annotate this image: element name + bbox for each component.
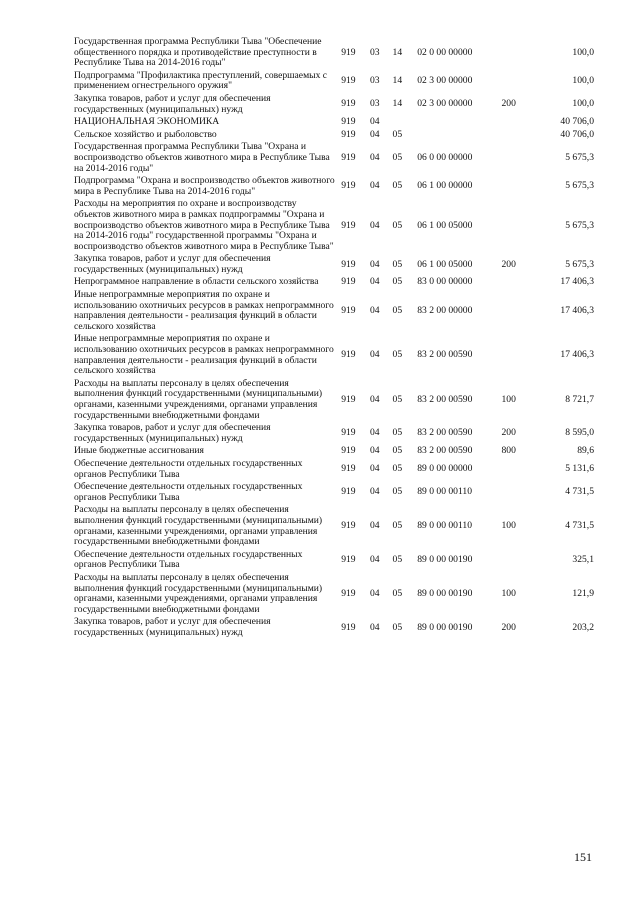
row-subsection: 05 (392, 151, 403, 163)
row-grbs: 919 (341, 276, 356, 288)
row-section: 04 (369, 304, 380, 316)
row-section: 04 (369, 587, 380, 599)
row-expense-type (501, 175, 536, 198)
row-name: Иные непрограммные мероприятия по охране и использованию охотничьих ресурсов в рамках непрограммного направления деятельности - реализация функций в области сельского хозяйства (74, 333, 334, 377)
row-name: Государственная программа Республики Тыва "Обеспечение общественного порядка и противодействие преступности в Республике Тыва на 2014-2016 годы" (74, 36, 322, 69)
row-name: Непрограммное направление в области сельского хозяйства (74, 276, 319, 288)
row-subsection: 14 (392, 75, 403, 87)
row-target-article: 89 0 00 00110 (417, 520, 473, 532)
row-grbs: 919 (341, 304, 356, 316)
row-subsection: 05 (392, 180, 403, 192)
row-expense-type (501, 141, 536, 175)
row-amount: 40 706,0 (560, 116, 594, 128)
row-amount: 100,0 (572, 98, 594, 110)
row-section: 03 (369, 46, 380, 58)
row-amount: 17 406,3 (560, 349, 594, 361)
row-name: Сельское хозяйство и рыболовство (74, 128, 217, 140)
row-target-article: 89 0 00 00190 (417, 587, 473, 599)
table-row (74, 458, 594, 481)
row-expense-type (501, 458, 536, 481)
row-subsection: 05 (392, 621, 403, 633)
budget-table-body (74, 36, 594, 639)
row-subsection: 05 (392, 445, 403, 457)
row-target-article: 06 0 00 00000 (417, 151, 473, 163)
table-row (74, 504, 594, 548)
row-target-article (417, 116, 501, 129)
row-amount: 203,2 (572, 621, 594, 633)
row-amount: 5 675,3 (565, 219, 594, 231)
row-amount: 4 731,5 (565, 520, 594, 532)
row-target-article (417, 129, 501, 142)
row-grbs: 919 (341, 180, 356, 192)
row-expense-type (501, 198, 536, 253)
row-target-article: 89 0 00 00110 (417, 486, 473, 498)
row-grbs: 919 (341, 587, 356, 599)
table-row (74, 572, 594, 616)
row-expense-type: 800 (501, 445, 516, 457)
row-grbs: 919 (341, 219, 356, 231)
row-amount: 4 731,5 (565, 486, 594, 498)
table-row (74, 116, 594, 129)
row-name: Закупка товаров, работ и услуг для обеспечения государственных (муниципальных) нужд (74, 92, 271, 115)
row-grbs: 919 (341, 621, 356, 633)
row-grbs: 919 (341, 258, 356, 270)
row-section: 04 (369, 621, 380, 633)
row-target-article: 02 3 00 00000 (417, 98, 473, 110)
row-subsection: 05 (392, 258, 403, 270)
row-target-article: 89 0 00 00190 (417, 554, 473, 566)
page-number: 151 (574, 850, 592, 864)
row-target-article: 83 0 00 00000 (417, 276, 473, 288)
row-section: 04 (369, 486, 380, 498)
row-target-article: 02 3 00 00000 (417, 75, 473, 87)
row-grbs: 919 (341, 520, 356, 532)
row-expense-type: 200 (501, 258, 516, 270)
row-grbs: 919 (341, 116, 356, 128)
row-grbs: 919 (341, 75, 356, 87)
row-name: Закупка товаров, работ и услуг для обеспечения государственных (муниципальных) нужд (74, 253, 271, 275)
row-target-article: 06 1 00 00000 (417, 180, 473, 192)
row-section: 04 (369, 554, 380, 566)
row-amount: 325,1 (572, 554, 594, 566)
row-expense-type: 100 (501, 393, 516, 405)
table-row (74, 333, 594, 377)
row-name: Расходы на выплаты персоналу в целях обеспечения выполнения функций государственными (муниципальными) органами, казенными учреждениями, органами управления государственными внебюджетными фондами (74, 571, 323, 615)
row-grbs: 919 (341, 128, 356, 140)
row-expense-type (501, 70, 536, 93)
row-subsection: 14 (392, 46, 403, 58)
row-name: Государственная программа Республики Тыва "Охрана и воспроизводство объектов животного мира в Республике Тыва на 2014-2016 годы" (74, 141, 330, 174)
row-expense-type (501, 36, 536, 70)
row-section: 04 (369, 427, 380, 439)
row-amount: 8 595,0 (565, 427, 594, 439)
table-row (74, 445, 594, 458)
row-name: Обеспечение деятельности отдельных государственных органов Республики Тыва (74, 481, 303, 503)
table-row (74, 141, 594, 175)
row-grbs: 919 (341, 46, 356, 58)
row-grbs: 919 (341, 486, 356, 498)
row-subsection: 05 (392, 554, 403, 566)
row-grbs: 919 (341, 349, 356, 361)
row-amount: 40 706,0 (560, 128, 594, 140)
table-row (74, 422, 594, 445)
row-expense-type: 100 (501, 520, 516, 532)
budget-table (74, 36, 594, 639)
row-grbs: 919 (341, 445, 356, 457)
row-amount: 17 406,3 (560, 304, 594, 316)
row-grbs: 919 (341, 427, 356, 439)
table-row (74, 36, 594, 70)
row-name: Расходы на мероприятия по охране и воспроизводству объектов животного мира в рамках подпрограммы "Охрана и воспроизводство объектов животного мира в Республике Тыва на 2014-2016 годы" государственной программы "Охрана и воспроизводство объектов животного мира в Республике Тыва" (74, 198, 334, 252)
row-amount: 100,0 (572, 75, 594, 87)
row-name: Расходы на выплаты персоналу в целях обеспечения выполнения функций государственными (муниципальными) органами, казенными учреждениями, органами управления государственными внебюджетными фондами (74, 377, 323, 421)
row-target-article: 83 2 00 00590 (417, 445, 473, 457)
row-target-article: 83 2 00 00590 (417, 393, 473, 405)
row-subsection (393, 116, 418, 129)
row-target-article: 89 0 00 00190 (417, 621, 473, 633)
budget-page (74, 36, 614, 639)
row-subsection: 05 (392, 463, 403, 475)
row-section: 04 (369, 445, 380, 457)
table-row (74, 289, 594, 333)
row-name: Закупка товаров, работ и услуг для обеспечения государственных (муниципальных) нужд (74, 616, 271, 638)
row-amount: 89,6 (577, 445, 594, 457)
table-row (74, 481, 594, 504)
row-subsection: 05 (392, 520, 403, 532)
row-expense-type (501, 116, 536, 129)
row-name: Обеспечение деятельности отдельных государственных органов Республики Тыва (74, 548, 303, 571)
row-amount: 8 721,7 (565, 393, 594, 405)
row-expense-type (501, 481, 536, 504)
row-target-article: 02 0 00 00000 (417, 46, 473, 58)
row-amount: 121,9 (572, 587, 594, 599)
row-grbs: 919 (341, 98, 356, 110)
row-grbs: 919 (341, 393, 356, 405)
row-name: Иные бюджетные ассигнования (74, 445, 204, 457)
row-target-article: 06 1 00 05000 (417, 258, 473, 270)
row-section: 03 (369, 98, 380, 110)
row-subsection: 05 (392, 219, 403, 231)
row-target-article: 89 0 00 00000 (417, 463, 473, 475)
table-row (74, 549, 594, 572)
row-name: Подпрограмма "Охрана и воспроизводство объектов животного мира в Республике Тыва на 2014-2016 годы" (74, 175, 335, 197)
row-section: 04 (369, 393, 380, 405)
row-section: 04 (369, 128, 380, 140)
row-section: 04 (369, 180, 380, 192)
row-target-article: 83 2 00 00000 (417, 304, 473, 316)
row-amount: 5 675,3 (565, 151, 594, 163)
row-amount: 5 675,3 (565, 258, 594, 270)
row-section: 04 (369, 151, 380, 163)
row-section: 04 (369, 276, 380, 288)
table-row (74, 253, 594, 276)
table-row (74, 93, 594, 116)
row-target-article: 83 2 00 00590 (417, 427, 473, 439)
row-section: 04 (369, 520, 380, 532)
row-section: 04 (369, 258, 380, 270)
row-name: Закупка товаров, работ и услуг для обеспечения государственных (муниципальных) нужд (74, 422, 271, 444)
row-subsection: 05 (392, 349, 403, 361)
table-row (74, 276, 594, 289)
row-name: Расходы на выплаты персоналу в целях обеспечения выполнения функций государственными (муниципальными) органами, казенными учреждениями, органами управления государственными внебюджетными фондами (74, 504, 323, 548)
table-row (74, 198, 594, 253)
row-expense-type (501, 549, 536, 572)
row-subsection: 05 (392, 393, 403, 405)
row-expense-type: 200 (501, 98, 516, 110)
row-amount: 5 675,3 (565, 180, 594, 192)
table-row (74, 129, 594, 142)
table-row (74, 378, 594, 422)
table-row (74, 175, 594, 198)
row-name: Иные непрограммные мероприятия по охране и использованию охотничьих ресурсов в рамках непрограммного направления деятельности - реализация функций в области сельского хозяйства (74, 289, 334, 332)
row-target-article: 83 2 00 00590 (417, 349, 473, 361)
row-subsection: 05 (392, 276, 403, 288)
row-subsection: 05 (392, 587, 403, 599)
row-name: НАЦИОНАЛЬНАЯ ЭКОНОМИКА (74, 116, 220, 128)
row-subsection: 05 (392, 486, 403, 498)
row-grbs: 919 (341, 463, 356, 475)
row-subsection: 05 (392, 304, 403, 316)
row-amount: 17 406,3 (560, 276, 594, 288)
row-section: 04 (369, 463, 380, 475)
row-grbs: 919 (341, 151, 356, 163)
row-section: 03 (369, 75, 380, 87)
table-row (74, 616, 594, 639)
row-amount: 100,0 (572, 46, 594, 58)
row-target-article: 06 1 00 05000 (417, 219, 473, 231)
row-section: 04 (369, 349, 380, 361)
row-expense-type (501, 333, 536, 377)
row-amount: 5 131,6 (565, 463, 594, 475)
row-grbs: 919 (341, 554, 356, 566)
row-expense-type: 200 (501, 621, 516, 633)
row-section: 04 (369, 219, 380, 231)
row-subsection: 05 (392, 427, 403, 439)
row-name: Подпрограмма "Профилактика преступлений, совершаемых с применением огнестрельного оружия" (74, 69, 328, 92)
row-name: Обеспечение деятельности отдельных государственных органов Республики Тыва (74, 457, 303, 480)
row-subsection: 05 (392, 128, 403, 140)
row-expense-type: 100 (501, 587, 516, 599)
row-expense-type: 200 (501, 427, 516, 439)
row-expense-type (501, 276, 536, 289)
table-row (74, 70, 594, 93)
row-expense-type (501, 129, 536, 142)
row-subsection: 14 (392, 98, 403, 110)
row-expense-type (501, 289, 536, 333)
row-section: 04 (369, 116, 380, 128)
